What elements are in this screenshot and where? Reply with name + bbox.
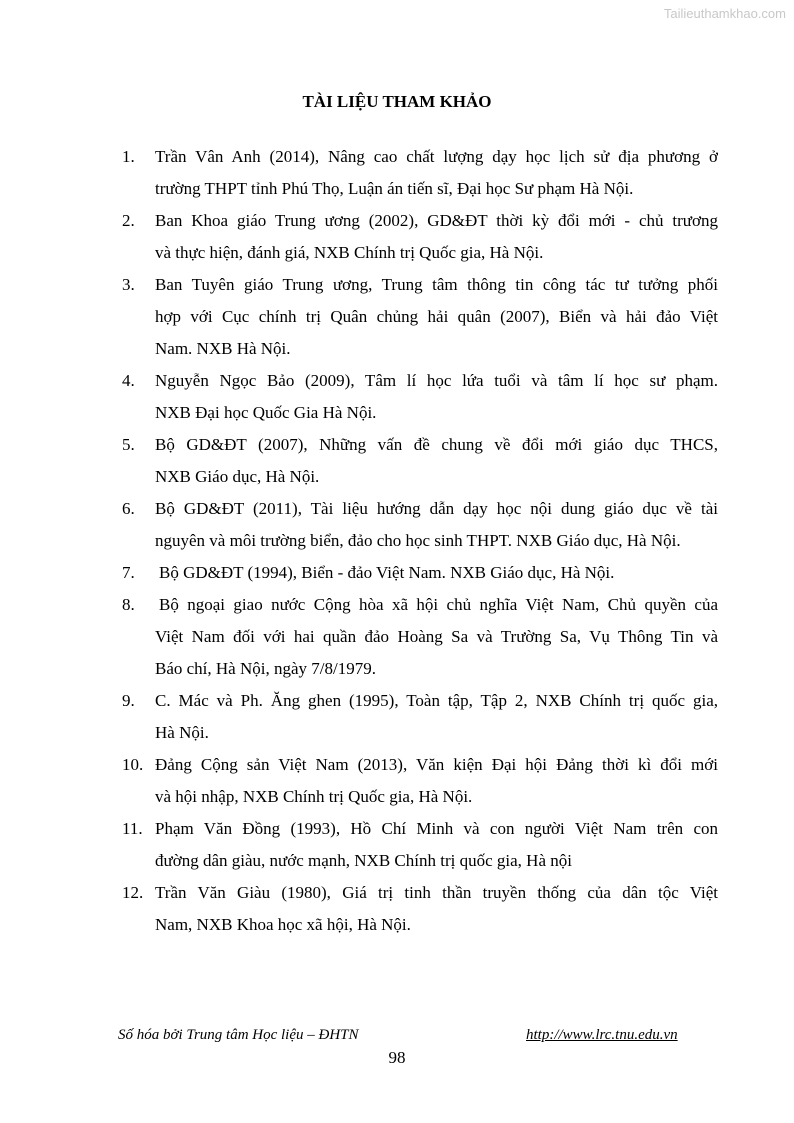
reference-text-line: Nam, NXB Khoa học xã hội, Hà Nội. <box>155 915 411 934</box>
reference-item <box>0 365 794 429</box>
reference-text-line: nguyên và môi trường biển, đảo cho học sinh THPT. NXB Giáo dục, Hà Nội. <box>155 531 681 550</box>
reference-text-line: Ban Tuyên giáo Trung ương, Trung tâm thông tin công tác tư tưởng phối <box>155 275 718 294</box>
reference-number: 3. <box>122 275 135 294</box>
reference-number: 7. <box>122 563 135 582</box>
reference-number: 2. <box>122 211 135 230</box>
reference-item <box>0 685 794 749</box>
reference-number: 10. <box>122 755 144 774</box>
reference-text-line: Bộ ngoại giao nước Cộng hòa xã hội chủ nghĩa Việt Nam, Chủ quyền của <box>159 595 718 614</box>
watermark: Tailieuthamkhao.com <box>663 6 786 21</box>
reference-number: 9. <box>122 691 135 710</box>
reference-text-line: Trần Văn Giàu (1980), Giá trị tinh thần truyền thống của dân tộc Việt <box>155 883 718 902</box>
reference-number: 8. <box>122 595 135 614</box>
reference-list <box>0 141 794 941</box>
reference-item <box>0 205 794 269</box>
reference-item <box>0 493 794 557</box>
reference-number: 12. <box>122 883 144 902</box>
reference-number: 5. <box>122 435 135 454</box>
reference-text-line: NXB Giáo dục, Hà Nội. <box>155 467 320 486</box>
reference-item <box>0 877 794 941</box>
footer-digitized-by: Số hóa bởi Trung tâm Học liệu – ĐHTN <box>118 1027 359 1043</box>
reference-item <box>0 589 794 685</box>
reference-text-line: hợp với Cục chính trị Quân chủng hải quân (2007), Biển và hải đảo Việt <box>155 307 718 326</box>
reference-item <box>0 141 794 205</box>
reference-text-line: Bộ GD&ĐT (2011), Tài liệu hướng dẫn dạy học nội dung giáo dục về tài <box>155 499 718 518</box>
reference-text-line: trường THPT tỉnh Phú Thọ, Luận án tiến sĩ, Đại học Sư phạm Hà Nội. <box>155 179 634 198</box>
reference-number: 4. <box>122 371 135 390</box>
reference-text-line: và hội nhập, NXB Chính trị Quốc gia, Hà Nội. <box>155 787 473 806</box>
reference-text-line: Hà Nội. <box>155 723 209 742</box>
reference-text-line: và thực hiện, đánh giá, NXB Chính trị Quốc gia, Hà Nội. <box>155 243 544 262</box>
reference-text-line: Bộ GD&ĐT (1994), Biển - đảo Việt Nam. NXB Giáo dục, Hà Nội. <box>159 563 615 582</box>
reference-text-line: Trần Vân Anh (2014), Nâng cao chất lượng dạy học lịch sử địa phương ở <box>155 147 718 166</box>
reference-text-line: Nguyễn Ngọc Bảo (2009), Tâm lí học lứa tuổi và tâm lí học sư phạm. <box>155 371 718 390</box>
footer-link[interactable]: http://www.lrc.tnu.edu.vn <box>526 1027 678 1043</box>
reference-number: 6. <box>122 499 135 518</box>
reference-text-line: Báo chí, Hà Nội, ngày 7/8/1979. <box>155 659 376 678</box>
reference-text-line: Việt Nam đối với hai quần đảo Hoàng Sa và Trường Sa, Vụ Thông Tin và <box>155 627 718 646</box>
page-number: 98 <box>388 1048 406 1067</box>
reference-item <box>0 557 794 589</box>
reference-item <box>0 749 794 813</box>
reference-text-line: đường dân giàu, nước mạnh, NXB Chính trị quốc gia, Hà nội <box>155 851 572 870</box>
reference-text-line: Phạm Văn Đồng (1993), Hồ Chí Minh và con người Việt Nam trên con <box>155 819 718 838</box>
reference-text-line: Bộ GD&ĐT (2007), Những vấn đề chung về đổi mới giáo dục THCS, <box>155 435 718 454</box>
reference-text-line: Ban Khoa giáo Trung ương (2002), GD&ĐT thời kỳ đổi mới - chủ trương <box>155 211 718 230</box>
reference-number: 11. <box>122 819 143 838</box>
reference-item <box>0 813 794 877</box>
reference-text-line: C. Mác và Ph. Ăng ghen (1995), Toàn tập, Tập 2, NXB Chính trị quốc gia, <box>155 691 718 710</box>
reference-item <box>0 429 794 493</box>
page-title: TÀI LIỆU THAM KHẢO <box>302 92 492 111</box>
reference-text-line: Nam. NXB Hà Nội. <box>155 339 291 358</box>
reference-text-line: NXB Đại học Quốc Gia Hà Nội. <box>155 403 377 422</box>
reference-text-line: Đảng Cộng sản Việt Nam (2013), Văn kiện Đại hội Đảng thời kì đổi mới <box>155 755 718 774</box>
reference-number: 1. <box>122 147 135 166</box>
reference-item <box>0 269 794 365</box>
